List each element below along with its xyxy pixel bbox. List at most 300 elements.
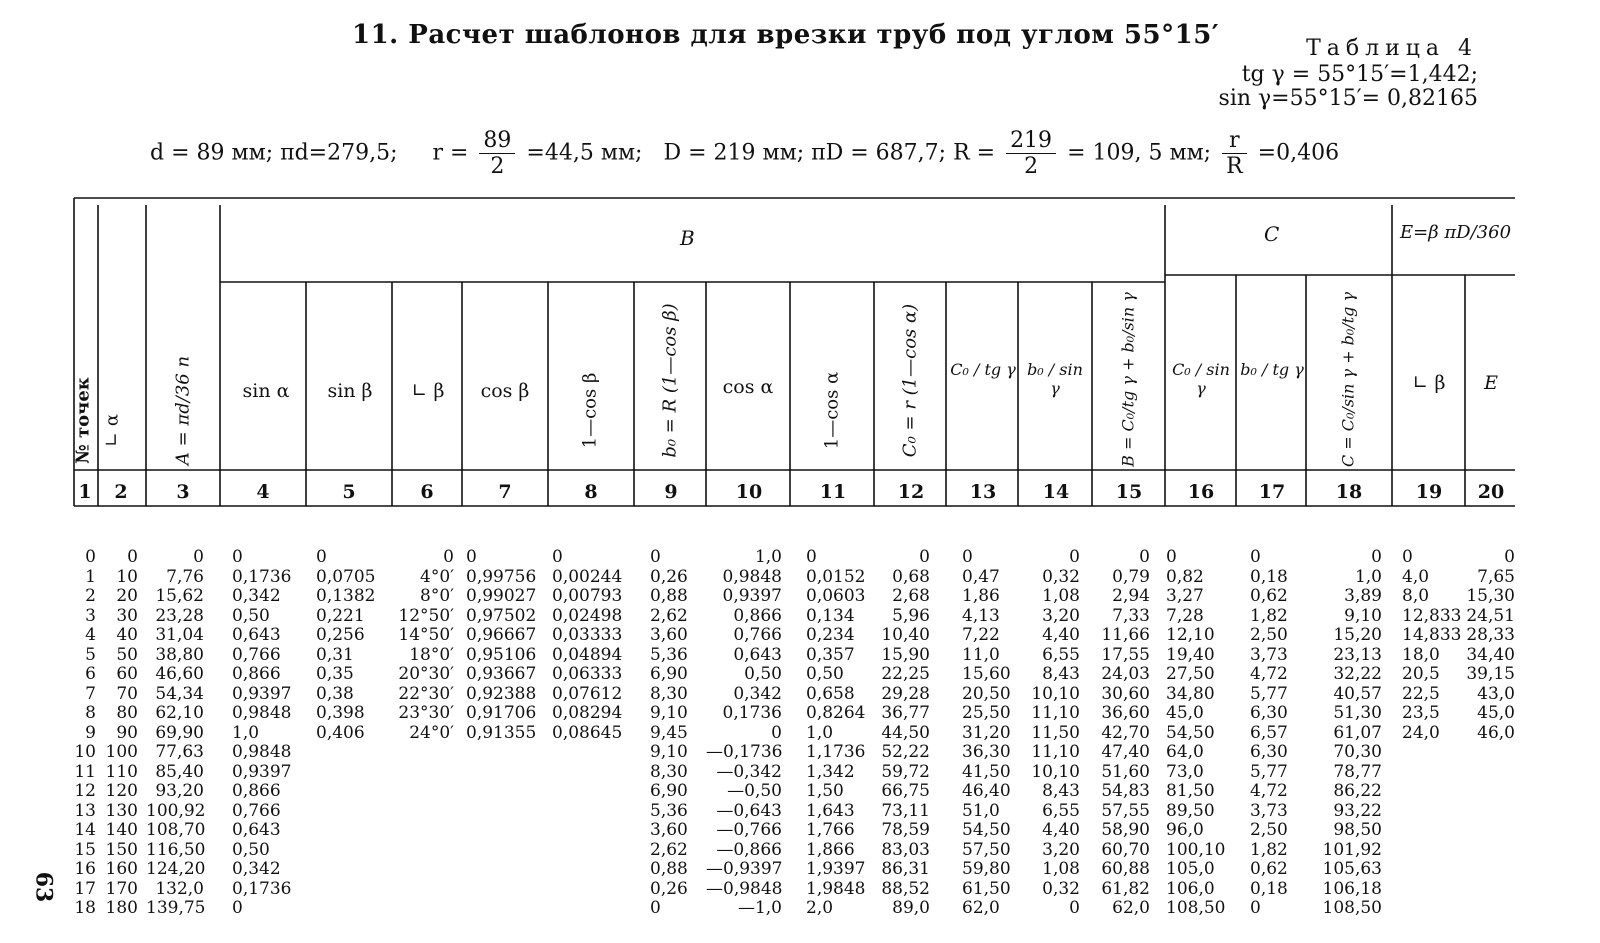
cell-c15-row-4: 11,66 xyxy=(1101,625,1150,645)
cell-c14-row-13: 6,55 xyxy=(1042,800,1080,821)
cell-c3-row-0: 0 xyxy=(193,547,204,567)
cell-c7-row-7: 0,92388 xyxy=(466,683,537,704)
cell-c10-row-13: —0,643 xyxy=(716,800,782,821)
cell-c17-row-1: 0,18 xyxy=(1250,566,1288,587)
cell-c20-row-3: 24,51 xyxy=(1466,605,1515,626)
cell-c19-row-0: 0 xyxy=(1402,547,1413,567)
cell-c14-row-6: 8,43 xyxy=(1042,664,1080,684)
cell-c14-row-4: 4,40 xyxy=(1042,625,1080,645)
cell-c12-row-9: 44,50 xyxy=(881,722,930,743)
cell-c18-row-4: 15,20 xyxy=(1333,625,1382,645)
cell-c1-row-12: 12 xyxy=(74,781,96,801)
cell-c10-row-6: 0,50 xyxy=(744,664,782,684)
cell-c16-row-1: 0,82 xyxy=(1166,566,1204,587)
cell-c3-row-14: 108,70 xyxy=(146,820,206,840)
cell-c12-row-18: 89,0 xyxy=(892,898,930,918)
cell-c9-row-13: 5,36 xyxy=(650,800,688,821)
cell-c12-row-8: 36,77 xyxy=(881,703,930,723)
cell-c1-row-15: 15 xyxy=(74,839,96,860)
cell-c16-row-18: 108,50 xyxy=(1166,898,1226,918)
cell-c15-row-15: 60,70 xyxy=(1101,839,1150,860)
cell-c9-row-16: 0,88 xyxy=(650,859,688,879)
cell-c1-row-1: 1 xyxy=(85,566,96,587)
cell-c16-row-3: 7,28 xyxy=(1166,605,1204,626)
column-4-values xyxy=(232,548,302,919)
header-b0-tg-gamma: b₀ / tg γ xyxy=(1240,360,1304,379)
cell-c12-row-1: 0,68 xyxy=(892,566,930,587)
column-2-values xyxy=(98,548,138,919)
cell-c5-row-6: 0,35 xyxy=(316,664,354,684)
cell-c14-row-11: 10,10 xyxy=(1031,761,1080,782)
cell-c18-row-8: 51,30 xyxy=(1333,703,1382,723)
cell-c19-row-5: 18,0 xyxy=(1402,644,1440,665)
cell-c2-row-5: 50 xyxy=(116,644,138,665)
cell-c15-row-18: 62,0 xyxy=(1112,898,1150,918)
cell-c3-row-18: 139,75 xyxy=(146,898,206,918)
cell-c4-row-0: 0 xyxy=(232,547,243,567)
cell-c10-row-9: 0 xyxy=(771,722,782,743)
cell-c13-row-1: 0,47 xyxy=(962,566,1000,587)
header-C-formula: C = C₀/sin γ + b₀/tg γ xyxy=(1338,291,1358,468)
cell-c6-row-4: 14°50′ xyxy=(398,625,454,645)
cell-c14-row-7: 10,10 xyxy=(1031,683,1080,704)
cell-c1-row-2: 2 xyxy=(85,586,96,606)
cell-c12-row-14: 78,59 xyxy=(881,820,930,840)
cell-c18-row-6: 32,22 xyxy=(1333,664,1382,684)
header-1-cos-beta: 1—cos β xyxy=(579,372,601,449)
cell-c19-row-1: 4,0 xyxy=(1402,566,1430,587)
cell-c7-row-9: 0,91355 xyxy=(466,722,537,743)
cell-c4-row-3: 0,50 xyxy=(232,605,270,626)
cell-c15-row-12: 54,83 xyxy=(1101,781,1150,801)
cell-c16-row-7: 34,80 xyxy=(1166,683,1215,704)
cell-c4-row-5: 0,766 xyxy=(232,644,281,665)
header-cos-beta: cos β xyxy=(480,380,530,402)
cell-c2-row-8: 80 xyxy=(116,703,138,723)
cell-c17-row-5: 3,73 xyxy=(1250,644,1288,665)
cell-c18-row-10: 70,30 xyxy=(1333,742,1382,762)
cell-c13-row-18: 62,0 xyxy=(962,898,1000,918)
group-B-label: B xyxy=(680,226,695,250)
column-7-values xyxy=(466,548,546,743)
cell-c18-row-18: 108,50 xyxy=(1322,898,1382,918)
cell-c18-row-15: 101,92 xyxy=(1322,839,1382,860)
cell-c16-row-17: 106,0 xyxy=(1166,878,1215,899)
group-C-label: C xyxy=(1264,222,1280,246)
cell-c15-row-5: 17,55 xyxy=(1101,644,1150,665)
header-angle-beta-2: ∟ β xyxy=(1412,372,1446,394)
column-10-values xyxy=(706,548,782,919)
cell-c4-row-15: 0,50 xyxy=(232,839,270,860)
cell-c10-row-18: —1,0 xyxy=(737,898,782,918)
cell-c7-row-5: 0,95106 xyxy=(466,644,537,665)
cell-c15-row-14: 58,90 xyxy=(1101,820,1150,840)
cell-c17-row-14: 2,50 xyxy=(1250,820,1288,840)
cell-c17-row-0: 0 xyxy=(1250,547,1261,567)
cell-c17-row-15: 1,82 xyxy=(1250,839,1288,860)
cell-c13-row-7: 20,50 xyxy=(962,683,1011,704)
col-number-18: 18 xyxy=(1335,481,1363,503)
cell-c2-row-9: 90 xyxy=(116,722,138,743)
cell-c13-row-14: 54,50 xyxy=(962,820,1011,840)
cell-c3-row-15: 116,50 xyxy=(146,839,206,860)
cell-c9-row-3: 2,62 xyxy=(650,605,688,626)
cell-c13-row-3: 4,13 xyxy=(962,605,1000,626)
cell-c18-row-3: 9,10 xyxy=(1344,605,1382,626)
param-R-lhs: R = xyxy=(953,140,996,166)
cell-c15-row-2: 2,94 xyxy=(1112,586,1150,606)
cell-c13-row-5: 11,0 xyxy=(962,644,1000,665)
cell-c1-row-8: 8 xyxy=(85,703,96,723)
cell-c18-row-7: 40,57 xyxy=(1333,683,1382,704)
cell-c12-row-0: 0 xyxy=(919,547,930,567)
cell-c8-row-6: 0,06333 xyxy=(552,664,623,684)
cell-c3-row-7: 54,34 xyxy=(155,683,204,704)
cell-c8-row-0: 0 xyxy=(552,547,563,567)
cell-c16-row-9: 54,50 xyxy=(1166,722,1215,743)
cell-c14-row-0: 0 xyxy=(1069,547,1080,567)
cell-c14-row-12: 8,43 xyxy=(1042,781,1080,801)
cell-c14-row-9: 11,50 xyxy=(1031,722,1080,743)
cell-c4-row-17: 0,1736 xyxy=(232,878,292,899)
cell-c14-row-8: 11,10 xyxy=(1031,703,1080,723)
cell-c6-row-1: 4°0′ xyxy=(420,566,454,587)
cell-c10-row-17: —0,9848 xyxy=(706,878,783,899)
cell-c9-row-1: 0,26 xyxy=(650,566,688,587)
cell-c11-row-14: 1,766 xyxy=(806,820,855,840)
column-13-values xyxy=(962,548,1018,919)
cell-c9-row-14: 3,60 xyxy=(650,820,688,840)
cell-c1-row-6: 6 xyxy=(85,664,96,684)
cell-c1-row-5: 5 xyxy=(85,644,96,665)
cell-c11-row-5: 0,357 xyxy=(806,644,855,665)
cell-c1-row-0: 0 xyxy=(85,547,96,567)
cell-c20-row-2: 15,30 xyxy=(1466,586,1515,606)
cell-c14-row-10: 11,10 xyxy=(1031,742,1080,762)
cell-c2-row-7: 70 xyxy=(116,683,138,704)
col-number-12: 12 xyxy=(897,481,925,503)
cell-c12-row-12: 66,75 xyxy=(881,781,930,801)
cell-c2-row-4: 40 xyxy=(116,625,138,645)
cell-c17-row-10: 6,30 xyxy=(1250,742,1288,762)
cell-c14-row-2: 1,08 xyxy=(1042,586,1080,606)
cell-c2-row-16: 160 xyxy=(105,859,138,879)
page-title: 11. Расчет шаблонов для врезки труб под углом 55°15′ xyxy=(352,20,1220,50)
col-number-11: 11 xyxy=(819,481,847,503)
cell-c18-row-9: 61,07 xyxy=(1333,722,1382,743)
cell-c13-row-15: 57,50 xyxy=(962,839,1011,860)
cell-c18-row-16: 105,63 xyxy=(1322,859,1382,879)
cell-c3-row-17: 132,0 xyxy=(155,878,204,899)
cell-c3-row-13: 100,92 xyxy=(146,800,206,821)
cell-c10-row-4: 0,766 xyxy=(733,625,782,645)
cell-c18-row-17: 106,18 xyxy=(1322,878,1382,899)
cell-c13-row-13: 51,0 xyxy=(962,800,1000,821)
cell-c6-row-2: 8°0′ xyxy=(420,586,454,606)
column-16-values xyxy=(1166,548,1234,919)
sin-gamma-line: sin γ=55°15′= 0,82165 xyxy=(1218,86,1478,111)
cell-c9-row-11: 8,30 xyxy=(650,761,688,782)
cell-c17-row-6: 4,72 xyxy=(1250,664,1288,684)
cell-c14-row-1: 0,32 xyxy=(1042,566,1080,587)
cell-c4-row-6: 0,866 xyxy=(232,664,281,684)
cell-c6-row-0: 0 xyxy=(443,547,454,567)
cell-c4-row-2: 0,342 xyxy=(232,586,281,606)
cell-c20-row-7: 43,0 xyxy=(1477,683,1515,704)
cell-c16-row-16: 105,0 xyxy=(1166,859,1215,879)
fraction-R-den: 2 xyxy=(1024,154,1039,179)
header-sin-beta: sin β xyxy=(327,380,373,402)
cell-c2-row-17: 170 xyxy=(105,878,138,899)
cell-c18-row-13: 93,22 xyxy=(1333,800,1382,821)
cell-c11-row-17: 1,9848 xyxy=(806,878,866,899)
cell-c1-row-11: 11 xyxy=(74,761,96,782)
header-E: E xyxy=(1484,372,1498,394)
cell-c16-row-14: 96,0 xyxy=(1166,820,1204,840)
cell-c9-row-5: 5,36 xyxy=(650,644,688,665)
col-number-5: 5 xyxy=(342,481,356,503)
cell-c2-row-12: 120 xyxy=(105,781,138,801)
cell-c17-row-2: 0,62 xyxy=(1250,586,1288,606)
cell-c8-row-1: 0,00244 xyxy=(552,566,623,587)
cell-c5-row-2: 0,1382 xyxy=(316,586,376,606)
cell-c15-row-16: 60,88 xyxy=(1101,859,1150,879)
cell-c17-row-17: 0,18 xyxy=(1250,878,1288,899)
cell-c3-row-1: 7,76 xyxy=(166,566,204,587)
cell-c14-row-17: 0,32 xyxy=(1042,878,1080,899)
cell-c1-row-9: 9 xyxy=(85,722,96,743)
cell-c15-row-3: 7,33 xyxy=(1112,605,1150,626)
cell-c5-row-0: 0 xyxy=(316,547,327,567)
column-3-values xyxy=(146,548,204,919)
cell-c19-row-8: 23,5 xyxy=(1402,703,1440,723)
cell-c11-row-2: 0,0603 xyxy=(806,586,866,606)
header-angle-beta: ∟ β xyxy=(411,380,445,402)
cell-c11-row-12: 1,50 xyxy=(806,781,844,801)
cell-c2-row-18: 180 xyxy=(105,898,138,918)
cell-c2-row-6: 60 xyxy=(116,664,138,684)
col-number-17: 17 xyxy=(1258,481,1286,503)
column-17-values xyxy=(1250,548,1304,919)
cell-c15-row-17: 61,82 xyxy=(1101,878,1150,899)
cell-c4-row-18: 0 xyxy=(232,898,243,918)
cell-c12-row-4: 10,40 xyxy=(881,625,930,645)
cell-c13-row-2: 1,86 xyxy=(962,586,1000,606)
cell-c11-row-10: 1,1736 xyxy=(806,742,866,762)
fraction-r-den: 2 xyxy=(490,154,505,179)
cell-c15-row-11: 51,60 xyxy=(1101,761,1150,782)
cell-c11-row-11: 1,342 xyxy=(806,761,855,782)
cell-c11-row-1: 0,0152 xyxy=(806,566,866,587)
column-11-values xyxy=(806,548,872,919)
cell-c2-row-11: 110 xyxy=(105,761,138,782)
cell-c5-row-7: 0,38 xyxy=(316,683,354,704)
cell-c7-row-8: 0,91706 xyxy=(466,703,537,723)
cell-c8-row-9: 0,08645 xyxy=(552,722,623,743)
cell-c18-row-11: 78,77 xyxy=(1333,761,1382,782)
header-C0: C₀ = r (1—cos α) xyxy=(899,303,921,458)
cell-c14-row-5: 6,55 xyxy=(1042,644,1080,665)
cell-c13-row-8: 25,50 xyxy=(962,703,1011,723)
cell-c5-row-9: 0,406 xyxy=(316,722,365,743)
header-cos-alpha: cos α xyxy=(722,376,774,398)
fraction-rR-num: r xyxy=(1222,128,1247,154)
cell-c13-row-9: 31,20 xyxy=(962,722,1011,743)
cell-c10-row-14: —0,766 xyxy=(716,820,782,840)
cell-c11-row-6: 0,50 xyxy=(806,664,844,684)
cell-c20-row-0: 0 xyxy=(1504,547,1515,567)
cell-c3-row-9: 69,90 xyxy=(155,722,204,743)
param-d: d = 89 мм; πd=279,5; xyxy=(150,140,398,166)
cell-c11-row-16: 1,9397 xyxy=(806,859,866,879)
cell-c13-row-11: 41,50 xyxy=(962,761,1011,782)
cell-c6-row-8: 23°30′ xyxy=(398,703,454,723)
cell-c10-row-1: 0,9848 xyxy=(722,566,782,587)
cell-c10-row-3: 0,866 xyxy=(733,605,782,626)
col-number-20: 20 xyxy=(1477,481,1505,503)
param-rR-rhs: =0,406 xyxy=(1257,140,1340,166)
cell-c15-row-8: 36,60 xyxy=(1101,703,1150,723)
column-8-values xyxy=(552,548,632,743)
cell-c5-row-3: 0,221 xyxy=(316,605,365,626)
cell-c15-row-6: 24,03 xyxy=(1101,664,1150,684)
cell-c13-row-4: 7,22 xyxy=(962,625,1000,645)
cell-c9-row-8: 9,10 xyxy=(650,703,688,723)
cell-c17-row-9: 6,57 xyxy=(1250,722,1288,743)
cell-c7-row-2: 0,99027 xyxy=(466,586,537,606)
cell-c12-row-13: 73,11 xyxy=(881,800,930,821)
cell-c4-row-11: 0,9397 xyxy=(232,761,292,782)
header-sin-alpha: sin α xyxy=(242,380,290,402)
param-r-lhs: r = xyxy=(432,140,469,166)
cell-c9-row-15: 2,62 xyxy=(650,839,688,860)
cell-c19-row-4: 14,833 xyxy=(1402,625,1462,645)
cell-c9-row-12: 6,90 xyxy=(650,781,688,801)
cell-c20-row-4: 28,33 xyxy=(1466,625,1515,645)
col-number-7: 7 xyxy=(498,481,512,503)
col-number-13: 13 xyxy=(969,481,997,503)
cell-c8-row-7: 0,07612 xyxy=(552,683,623,704)
cell-c17-row-18: 0 xyxy=(1250,898,1261,918)
cell-c10-row-8: 0,1736 xyxy=(722,703,782,723)
cell-c4-row-14: 0,643 xyxy=(232,820,281,840)
cell-c3-row-6: 46,60 xyxy=(155,664,204,684)
cell-c8-row-4: 0,03333 xyxy=(552,625,623,645)
column-20-values xyxy=(1465,548,1515,743)
cell-c12-row-15: 83,03 xyxy=(881,839,930,860)
cell-c10-row-7: 0,342 xyxy=(733,683,782,704)
cell-c13-row-10: 36,30 xyxy=(962,742,1011,762)
cell-c15-row-1: 0,79 xyxy=(1112,566,1150,587)
cell-c12-row-11: 59,72 xyxy=(881,761,930,782)
cell-c13-row-0: 0 xyxy=(962,547,973,567)
cell-c17-row-3: 1,82 xyxy=(1250,605,1288,626)
cell-c3-row-12: 93,20 xyxy=(155,781,204,801)
column-19-values xyxy=(1402,548,1464,743)
cell-c20-row-1: 7,65 xyxy=(1477,566,1515,587)
cell-c3-row-11: 85,40 xyxy=(155,761,204,782)
cell-c9-row-18: 0 xyxy=(650,898,661,918)
cell-c1-row-7: 7 xyxy=(85,683,96,704)
table-label: Таблица 4 xyxy=(1306,36,1478,61)
cell-c10-row-2: 0,9397 xyxy=(722,586,782,606)
cell-c20-row-5: 34,40 xyxy=(1466,644,1515,665)
cell-c7-row-0: 0 xyxy=(466,547,477,567)
col-number-10: 10 xyxy=(735,481,763,503)
cell-c4-row-9: 1,0 xyxy=(232,722,260,743)
cell-c18-row-5: 23,13 xyxy=(1333,644,1382,665)
cell-c12-row-3: 5,96 xyxy=(892,605,930,626)
cell-c8-row-3: 0,02498 xyxy=(552,605,623,626)
cell-c9-row-6: 6,90 xyxy=(650,664,688,684)
cell-c3-row-16: 124,20 xyxy=(146,859,206,879)
param-D: D = 219 мм; πD = 687,7; xyxy=(663,140,947,166)
cell-c9-row-17: 0,26 xyxy=(650,878,688,899)
cell-c1-row-16: 16 xyxy=(74,859,96,879)
column-12-values xyxy=(874,548,930,919)
cell-c9-row-4: 3,60 xyxy=(650,625,688,645)
cell-c11-row-4: 0,234 xyxy=(806,625,855,645)
cell-c12-row-5: 15,90 xyxy=(881,644,930,665)
cell-c10-row-10: —0,1736 xyxy=(706,742,783,762)
col-number-16: 16 xyxy=(1187,481,1215,503)
cell-c2-row-2: 20 xyxy=(116,586,138,606)
cell-c1-row-10: 10 xyxy=(74,742,96,762)
cell-c17-row-11: 5,77 xyxy=(1250,761,1288,782)
cell-c15-row-0: 0 xyxy=(1139,547,1150,567)
cell-c18-row-1: 1,0 xyxy=(1354,566,1382,587)
cell-c14-row-15: 3,20 xyxy=(1042,839,1080,860)
cell-c12-row-16: 86,31 xyxy=(881,859,930,879)
cell-c8-row-5: 0,04894 xyxy=(552,644,623,665)
cell-c14-row-3: 3,20 xyxy=(1042,605,1080,626)
cell-c1-row-4: 4 xyxy=(85,625,96,645)
cell-c4-row-1: 0,1736 xyxy=(232,566,292,587)
col-number-8: 8 xyxy=(584,481,598,503)
cell-c9-row-9: 9,45 xyxy=(650,722,688,743)
cell-c15-row-13: 57,55 xyxy=(1101,800,1150,821)
cell-c18-row-0: 0 xyxy=(1371,547,1382,567)
cell-c16-row-0: 0 xyxy=(1166,547,1177,567)
cell-c3-row-10: 77,63 xyxy=(155,742,204,762)
cell-c14-row-16: 1,08 xyxy=(1042,859,1080,879)
cell-c4-row-10: 0,9848 xyxy=(232,742,292,762)
header-C0-sin-gamma: C₀ / sin γ xyxy=(1172,360,1230,398)
col-number-4: 4 xyxy=(256,481,270,503)
cell-c13-row-17: 61,50 xyxy=(962,878,1011,899)
cell-c11-row-15: 1,866 xyxy=(806,839,855,860)
cell-c17-row-16: 0,62 xyxy=(1250,859,1288,879)
cell-c5-row-4: 0,256 xyxy=(316,625,365,645)
cell-c17-row-12: 4,72 xyxy=(1250,781,1288,801)
cell-c13-row-6: 15,60 xyxy=(962,664,1011,684)
cell-c16-row-5: 19,40 xyxy=(1166,644,1215,665)
cell-c15-row-9: 42,70 xyxy=(1101,722,1150,743)
col-number-9: 9 xyxy=(664,481,678,503)
column-18-values xyxy=(1306,548,1382,919)
cell-c12-row-10: 52,22 xyxy=(881,742,930,762)
cell-c19-row-9: 24,0 xyxy=(1402,722,1440,743)
column-15-values xyxy=(1092,548,1150,919)
header-b0-sin-gamma: b₀ / sin γ xyxy=(1027,360,1083,398)
cell-c11-row-9: 1,0 xyxy=(806,722,834,743)
col-number-2: 2 xyxy=(114,481,128,503)
cell-c18-row-14: 98,50 xyxy=(1333,820,1382,840)
group-E-label: E=β πD/360 xyxy=(1400,222,1512,243)
column-1-values xyxy=(74,548,96,919)
col-number-19: 19 xyxy=(1415,481,1443,503)
cell-c4-row-13: 0,766 xyxy=(232,800,281,821)
